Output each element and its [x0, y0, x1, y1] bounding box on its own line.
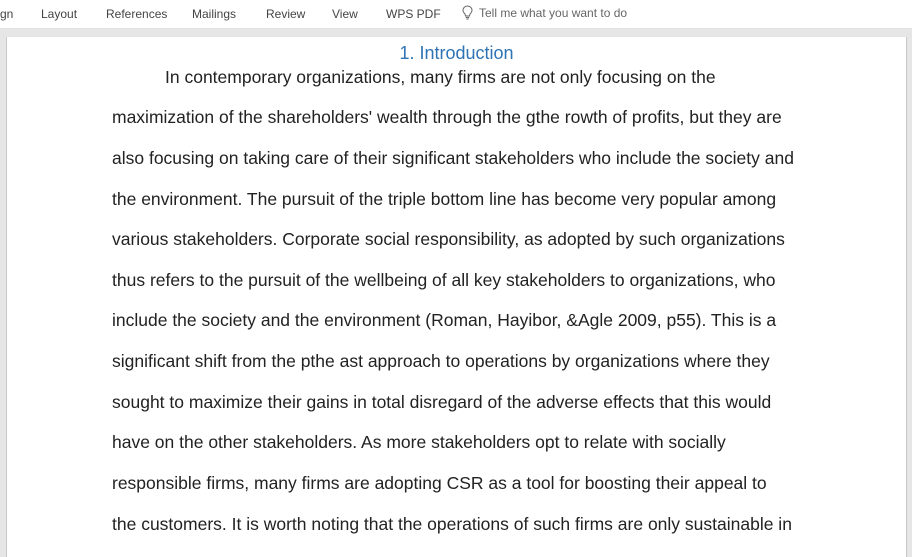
paragraph-line-2: maximization of the shareholders' wealth through the gthe rowth of profits, but they are [112, 107, 782, 127]
paragraph-line-9: sought to maximize their gains in total disregard of the adverse effects that this would [112, 392, 772, 412]
document-page[interactable] [6, 37, 907, 557]
paragraph-line-7: include the society and the environment (Roman, Hayibor, &Agle 2009, p55). This is a [112, 310, 777, 330]
paragraph-line-11: responsible firms, many firms are adopting CSR as a tool for boosting their appeal to [112, 473, 767, 493]
tab-layout[interactable]: Layout [41, 7, 78, 21]
paragraph-line-6: thus refers to the pursuit of the wellbeing of all key stakeholders to organizations, who [112, 270, 776, 290]
tab-review[interactable]: Review [266, 7, 306, 21]
paragraph-line-4: the environment. The pursuit of the triple bottom line has become very popular among [112, 189, 777, 209]
tab-references[interactable]: References [106, 7, 168, 21]
tab-mailings[interactable]: Mailings [192, 7, 237, 21]
section-heading: 1. Introduction [399, 43, 514, 63]
paragraph-line-12: the customers. It is worth noting that the operations of such firms are only sustainable in [112, 514, 792, 534]
tell-me-search[interactable] [462, 5, 627, 20]
paragraph-line-10: have on the other stakeholders. As more stakeholders opt to relate with socially [112, 432, 726, 452]
ribbon-tab-bar [0, 0, 912, 29]
tab-design[interactable]: gn [0, 7, 14, 21]
paragraph-line-1: In contemporary organizations, many firms are not only focusing on the [165, 67, 716, 87]
paragraph-line-5: various stakeholders. Corporate social responsibility, as adopted by such organizations [112, 229, 785, 249]
tell-me-label: Tell me what you want to do [479, 5, 628, 20]
tab-view[interactable]: View [332, 7, 358, 21]
lightbulb-icon [462, 5, 473, 20]
tab-wps-pdf[interactable]: WPS PDF [386, 7, 441, 21]
paragraph-line-8: significant shift from the pthe ast approach to operations by organizations where they [112, 351, 770, 371]
paragraph-line-3: also focusing on taking care of their significant stakeholders who include the society and [112, 148, 794, 168]
